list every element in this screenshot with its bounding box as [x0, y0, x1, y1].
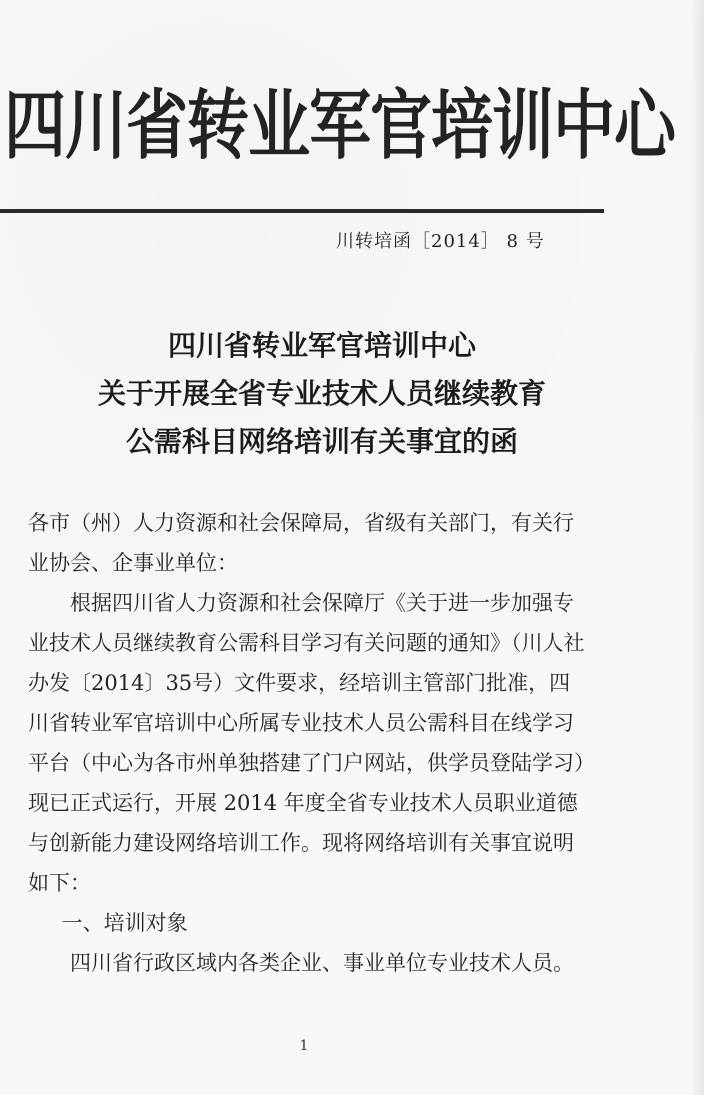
title-line-1: 四川省转业军官培训中心: [167, 329, 476, 362]
page-edge-shadow: [690, 0, 704, 1095]
document-number: 川转培函［2014］ 8 号: [336, 231, 545, 252]
section-1-text: 四川省行政区域内各类企业、事业单位专业技术人员。: [70, 951, 574, 975]
document-body: [28, 503, 588, 983]
salutation: 各市（州）人力资源和社会保障局，省级有关部门，有关行业协会、企事业单位：: [28, 511, 574, 575]
paragraph-1: 根据四川省人力资源和社会保障厅《关于进一步加强专业技术人员继续教育公需科目学习有关问题的通知》（川人社办发〔2014〕35号）文件要求，经培训主管部门批准，四川省转业军官培训中心所属专业技术人员公需科目在线学习平台（中心为各市州单独搭建了门户网站，供学员登陆学习）现已正式运行，开展 2014 年度全省专业技术人员职业道德与创新能力建设网络培训工作。现将网络培训有关事宜说明如下：: [28, 591, 585, 895]
letterhead-organization: 四川省转业军官培训中心: [4, 80, 676, 170]
section-1-heading: 一、培训对象: [61, 911, 188, 935]
title-line-3: 公需科目网络培训有关事宜的函: [125, 425, 518, 458]
title-line-2: 关于开展全省专业技术人员继续教育: [97, 377, 546, 410]
document-title: [52, 322, 592, 466]
page-number: 1: [299, 1038, 309, 1054]
letterhead-rule: [0, 209, 604, 213]
